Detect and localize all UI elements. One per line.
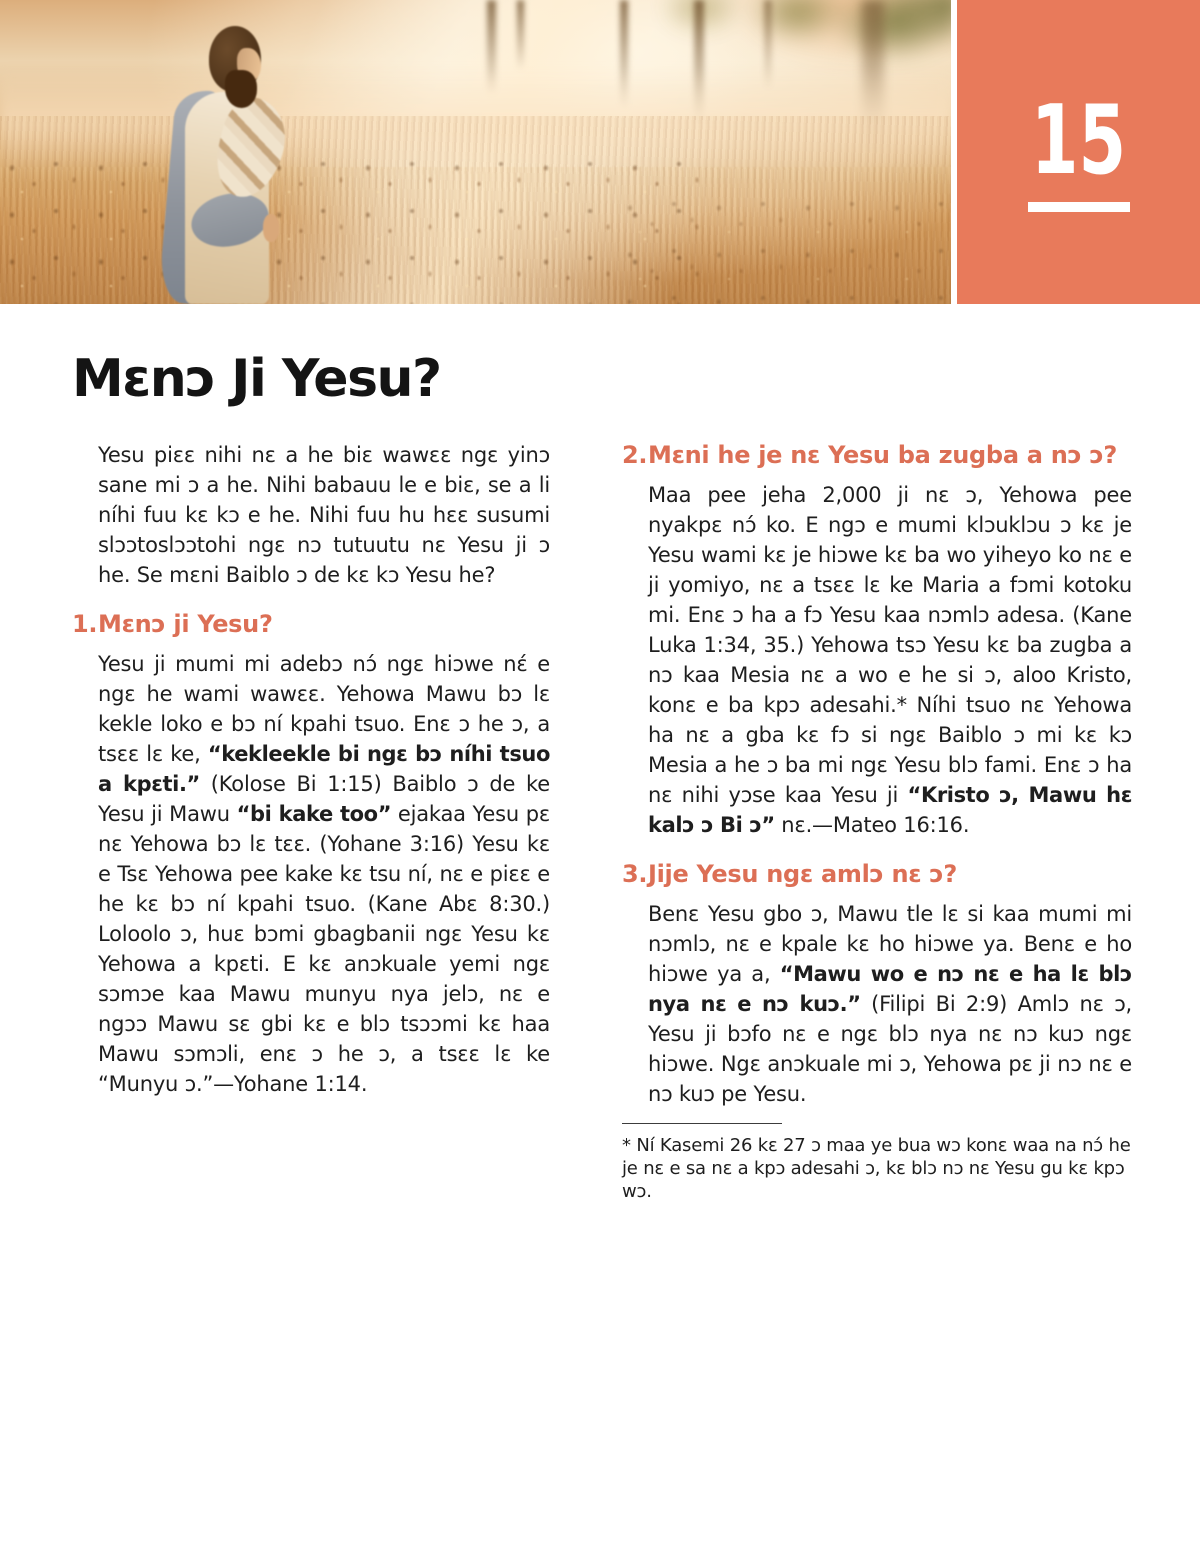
question-title: Mɛni he je nɛ Yesu ba zugba a nɔ ɔ? [648, 440, 1118, 469]
question-2-paragraph: Maa pee jeha 2,000 ji nɛ ɔ, Yehowa pee nyakpɛ nɔ́ ko. E ngɔ e mumi klɔuklɔu ɔ kɛ je Yesu wami kɛ je hiɔwe kɛ ba wo yiheyo ko nɛ e ji yomiyo, nɛ a tsɛɛ lɛ ke Maria a fɔmi kotoku mi. Enɛ ɔ ha a fɔ Yesu kaa nɔmlɔ adesa. (Kane Luka 1:34, 35.) Yehowa tsɔ Yesu kɛ ba zugba a nɔ kaa Mesia nɛ a wo e he si ɔ, aloo Kristo, konɛ e ba kpɔ adesahi.* Níhi tsuo nɛ Yehowa ha nɛ a gba kɛ fɔ si ngɛ Baiblo ɔ mi kɛ kɔ Mesia a he ɔ ba mi ngɛ Yesu blɔ fami. Enɛ ɔ ha nɛ nihi yɔse kaa Yesu ji “Kristo ɔ, Mawu hɛ kalɔ ɔ Bi ɔ” nɛ.—Mateo 16:16. [648, 482, 1133, 837]
tree-trunk [517, 0, 524, 70]
question-title: Jije Yesu ngɛ amlɔ nɛ ɔ? [648, 859, 957, 888]
question-3-header [622, 859, 1132, 889]
two-column-layout [72, 440, 1132, 1203]
intro-paragraph: Yesu piɛɛ nihi nɛ a he biɛ wawɛɛ ngɛ yinɔ sane mi ɔ a he. Nihi babauu le e biɛ, se a li níhi fuu kɛ kɔ e he. Nihi fuu hu hɛɛ susumi slɔɔtoslɔɔtohi ngɛ nɔ tutuutu nɛ Yesu ji ɔ he. Se mɛni Baiblo ɔ de kɛ kɔ Yesu he? [98, 442, 550, 587]
beard [225, 70, 257, 108]
right-column [622, 440, 1132, 1203]
question-1-header [72, 609, 550, 639]
article-content [0, 304, 1200, 1203]
question-2-header [622, 440, 1132, 470]
question-3-paragraph: Benɛ Yesu gbo ɔ, Mawu tle lɛ si kaa mumi mi nɔmlɔ, nɛ e kpale kɛ ho hiɔwe ya. Benɛ e ho hiɔwe ya a, “Mawu wo e nɔ nɛ e ha lɛ blɔ nya nɛ e nɔ kuɔ.” (Filipi Bi 2:9) Amlɔ nɛ ɔ, Yesu ji bɔfo nɛ e ngɛ blɔ nya nɛ nɔ kuɔ ngɛ hiɔwe. Ngɛ anɔkuale mi ɔ, Yehowa pɛ ji nɔ nɛ e nɔ kuɔ pe Yesu. [648, 901, 1133, 1106]
seed-heads [0, 154, 713, 304]
lesson-underline [1028, 202, 1130, 212]
lesson-number: 15 [1030, 86, 1127, 196]
question-1-paragraph: Yesu ji mumi mi adebɔ nɔ́ ngɛ hiɔwe nɛ́ e ngɛ he wami wawɛɛ. Yehowa Mawu bɔ lɛ kekle loko e bɔ ní kpahi tsuo. Enɛ ɔ he ɔ, a tsɛɛ lɛ ke, “kekleekle bi ngɛ bɔ níhi tsuo a kpɛti.” (Kolose Bi 1:15) Baiblo ɔ de ke Yesu ji Mawu “bi kake too” ejakaa Yesu pɛ nɛ Yehowa bɔ lɛ tɛɛ. (Yohane 3:16) Yesu kɛ e Tsɛ Yehowa pee kake kɛ tsu ní, nɛ e piɛɛ e he kɛ bɔ ní kpahi tsuo. (Kane Abɛ 8:30.) Loloolo ɔ, huɛ bɔmi gbagbanii ngɛ Yesu kɛ Yehowa a kpɛti. E kɛ anɔkuale yemi ngɛ sɔmɔe kaa Mawu munyu nya jelɔ, nɛ e ngɔɔ Mawu sɛ gbi kɛ e blɔ tsɔɔmi kɛ haa Mawu sɔmɔli, enɛ ɔ he ɔ, a tsɛɛ lɛ ke “Munyu ɔ.”—Yohane 1:14. [98, 651, 550, 1096]
hero-banner [0, 0, 1200, 304]
left-column [72, 440, 550, 1099]
jesus-figure [163, 26, 288, 304]
footnote-text: * Ní Kasemi 26 kɛ 27 ɔ maa ye bua wɔ konɛ waa na nɔ́ he je nɛ e sa nɛ a kpɔ adesahi ɔ, kɛ blɔ nɔ nɛ Yesu gu kɛ kpɔ wɔ. [622, 1134, 1131, 1202]
question-title: Mɛnɔ ji Yesu? [98, 609, 273, 638]
question-number: 1. [72, 609, 98, 638]
jesus-field-photo [0, 0, 951, 304]
question-number: 3. [622, 859, 648, 888]
hand [263, 214, 279, 242]
footnote [622, 1123, 1132, 1203]
footnote-divider [622, 1123, 782, 1124]
question-number: 2. [622, 440, 648, 469]
lesson-number-badge [957, 0, 1200, 304]
page-title: Mɛnɔ Ji Yesu? [72, 349, 441, 409]
seed-heads [618, 194, 951, 304]
